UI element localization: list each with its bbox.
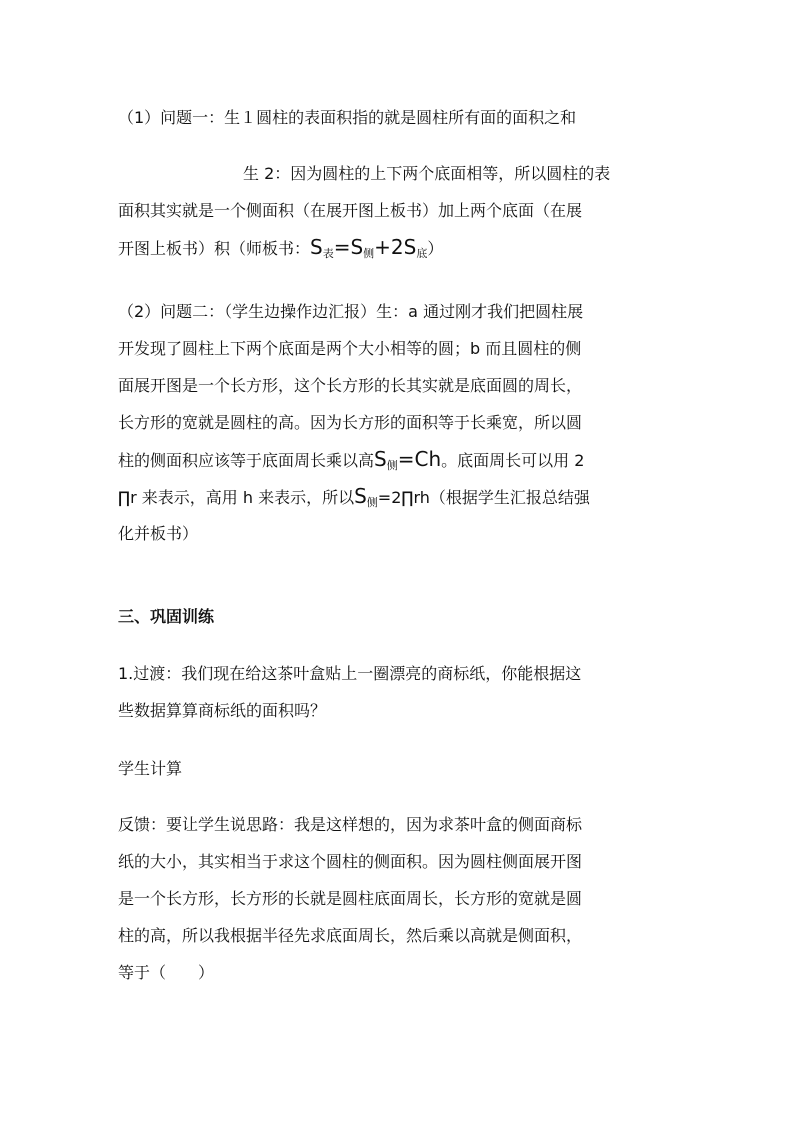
formula-symbol: S — [374, 447, 387, 471]
paragraph-student-calculation — [118, 750, 680, 787]
text-line: （1）问题一：生１圆柱的表面积指的就是圆柱所有面的面积之和 — [118, 108, 577, 127]
text-line: 长方形的宽就是圆柱的高。因为长方形的面积等于长乘宽，所以圆 — [118, 413, 583, 432]
text-segment: ∏r 来表示，高用 h 来表示，所以 — [118, 488, 355, 507]
text-line: 纸的大小，其实相当于求这个圆柱的侧面积。因为圆柱侧面展开图 — [118, 852, 583, 871]
formula-symbol: S — [354, 484, 367, 508]
formula-symbol: =Ch — [397, 447, 442, 471]
formula-subscript: 表 — [322, 247, 334, 260]
paragraph-question-one — [118, 99, 680, 136]
heading-consolidation-training: 三、巩固训练 — [118, 607, 215, 626]
paragraph-transition — [118, 655, 680, 729]
paragraph-question-two — [118, 293, 680, 552]
formula-line — [118, 229, 680, 266]
formula-subscript: 底 — [416, 247, 428, 260]
text-line: 面积其实就是一个侧面积（在展开图上板书）加上两个底面（在展 — [118, 201, 583, 220]
formula-symbol: =S — [333, 235, 364, 259]
text-segment: =2∏rh（根据学生汇报总结强 — [377, 488, 590, 507]
text-line: 化并板书） — [118, 524, 199, 543]
formula-line — [118, 478, 680, 515]
text-segment: 柱的侧面积应该等于底面周长乘以高 — [118, 451, 375, 470]
text-line: 反馈：要让学生说思路：我是这样想的，因为求茶叶盒的侧面商标 — [118, 815, 583, 834]
text-segment: ） — [427, 239, 444, 258]
text-line: 开发现了圆柱上下两个底面是两个大小相等的圆；b 而且圆柱的侧 — [118, 339, 582, 358]
text-segment: 。底面周长可以用 2 — [441, 451, 585, 470]
text-line: 面展开图是一个长方形，这个长方形的长其实就是底面圆的周长， — [118, 376, 583, 395]
paragraph-feedback — [118, 806, 680, 991]
text-line: 1.过渡：我们现在给这茶叶盒贴上一圈漂亮的商标纸，你能根据这 — [118, 664, 582, 683]
formula-line — [118, 441, 680, 478]
formula-subscript: 侧 — [366, 496, 378, 509]
formula-subscript: 侧 — [386, 459, 398, 472]
text-line: 学生计算 — [118, 759, 183, 778]
text-line: 等于（ ） — [118, 963, 215, 982]
text-line: 柱的高，所以我根据半径先求底面周长，然后乘以高就是侧面积， — [118, 926, 583, 945]
formula-symbol: +2S — [374, 235, 417, 259]
section-heading — [118, 598, 680, 635]
formula-symbol: S — [310, 235, 323, 259]
text-segment: 开图上板书）积（师板书： — [118, 239, 311, 258]
text-line: （2）问题二：（学生边操作边汇报）生：a 通过刚才我们把圆柱展 — [118, 302, 584, 321]
text-line: 是一个长方形，长方形的长就是圆柱底面周长，长方形的宽就是圆 — [118, 889, 583, 908]
text-line: 生 2：因为圆柱的上下两个底面相等，所以圆柱的表 — [243, 164, 611, 183]
paragraph-student-two — [118, 155, 680, 266]
formula-subscript: 侧 — [363, 247, 375, 260]
text-line: 些数据算算商标纸的面积吗？ — [118, 701, 327, 720]
